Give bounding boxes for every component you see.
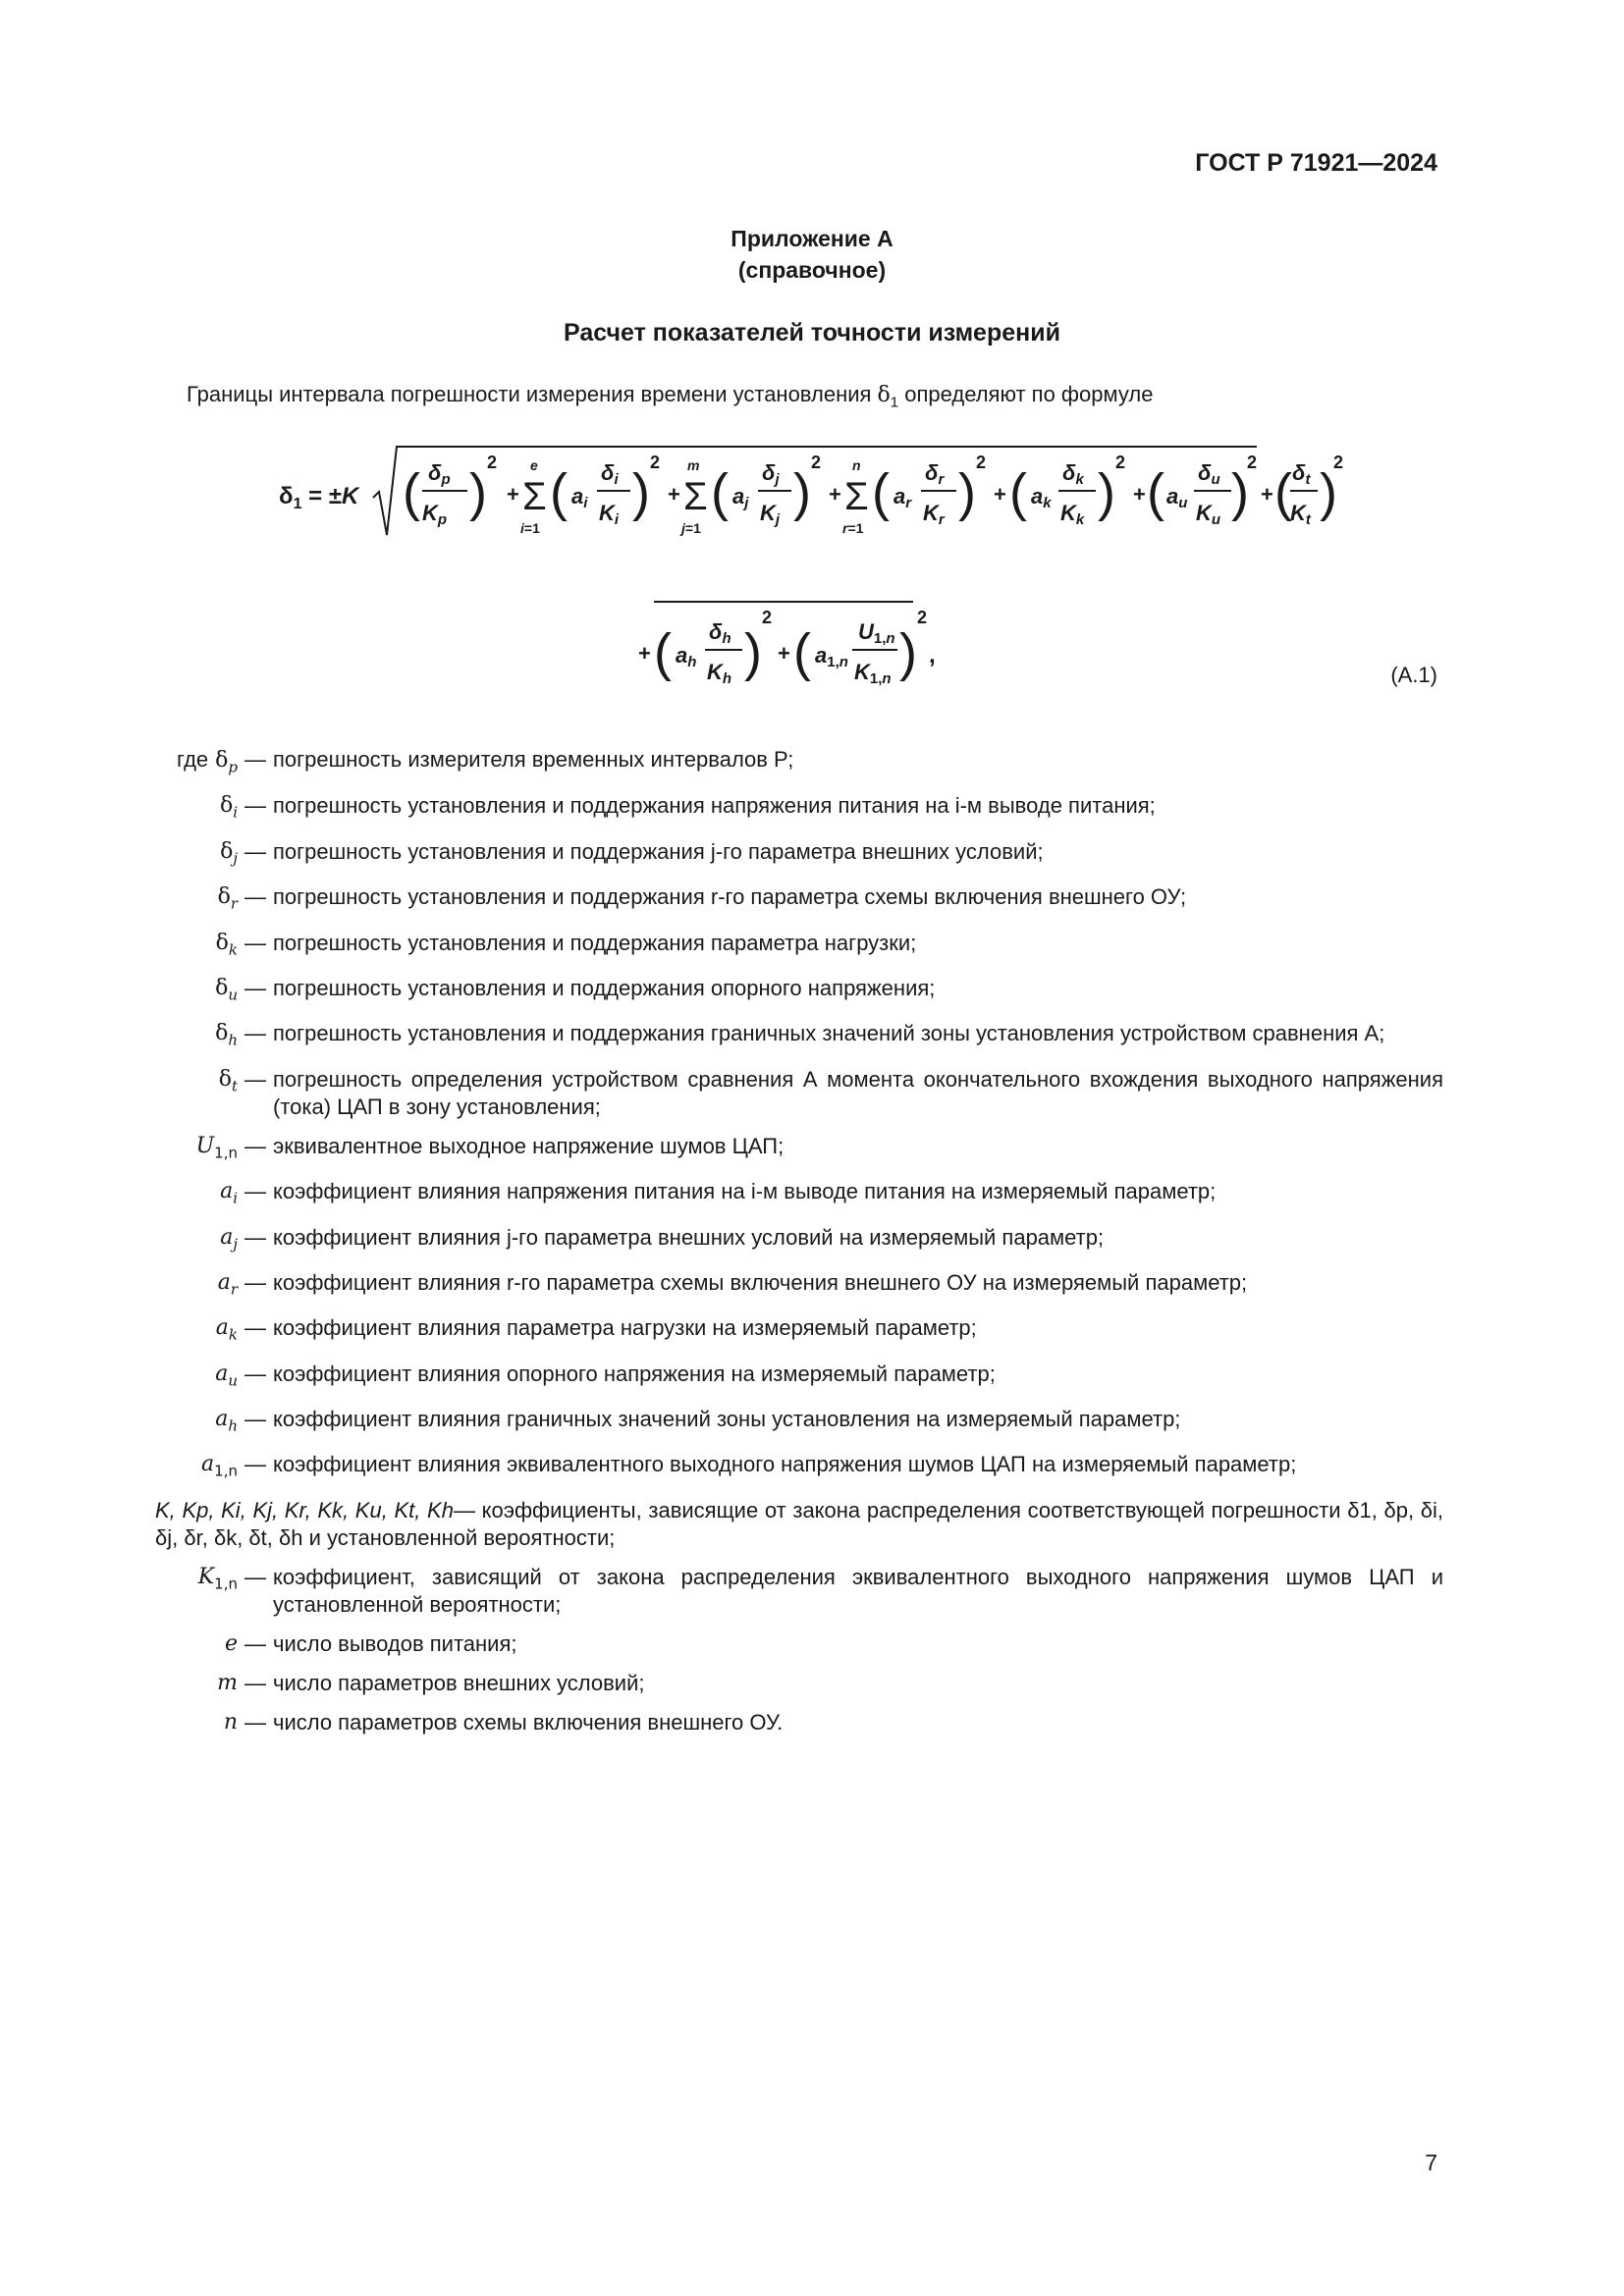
svg-text:Σ: Σ xyxy=(522,475,547,518)
svg-text:2: 2 xyxy=(917,608,928,627)
def-text: погрешность установления и поддержания r-го параметра схемы включения внешнего ОУ; xyxy=(273,884,1187,910)
svg-text:2: 2 xyxy=(1115,453,1126,472)
definition-item: e — число выводов питания; xyxy=(108,1630,1443,1658)
page-number: 7 xyxy=(1425,2150,1437,2175)
svg-text:): ) xyxy=(793,463,811,522)
def-symbol: K xyxy=(197,1564,215,1589)
svg-text:+: + xyxy=(778,641,790,666)
svg-text:2: 2 xyxy=(976,453,987,472)
definition-item: n — число параметров схемы включения внешнего ОУ. xyxy=(108,1709,1443,1736)
definition-item: $U_{1,n}$ — эквивалентное выходное напряжение шумов ЦАП; xyxy=(108,1133,1443,1166)
svg-text:+: + xyxy=(829,482,841,507)
def-text: коэффициент влияния j-го параметра внешних условий на измеряемый параметр; xyxy=(273,1224,1105,1250)
section-title: Расчет показателей точности измерений xyxy=(564,319,1060,347)
svg-text:(: ( xyxy=(550,463,568,522)
def-symbol: δ xyxy=(215,930,229,955)
intro-paragraph xyxy=(187,382,1153,410)
def-symbol: m xyxy=(217,1670,238,1695)
svg-text:): ) xyxy=(1231,463,1249,522)
svg-text:+: + xyxy=(507,482,519,507)
def-symbol: δ xyxy=(220,838,234,864)
svg-text:+: + xyxy=(668,482,680,507)
def-text: погрешность установления и поддержания граничных значений зоны установления устройством сравнения А; xyxy=(273,1021,1385,1046)
def-subscript: u xyxy=(228,986,238,1004)
svg-text:2: 2 xyxy=(487,453,498,472)
definitions-list xyxy=(108,746,1443,1748)
svg-text:2: 2 xyxy=(1247,453,1258,472)
svg-text:+: + xyxy=(1261,482,1273,507)
def-text: эквивалентное выходное напряжение шумов ЦАП; xyxy=(273,1133,785,1158)
svg-text:(: ( xyxy=(403,463,420,522)
def-subscript: 1,n xyxy=(214,1144,238,1162)
svg-text:): ) xyxy=(1320,463,1337,522)
svg-text:+: + xyxy=(638,641,651,666)
def-text: погрешность определения устройством сравнения А момента окончательного вхождения выходного напряжения (тока) ЦАП в зону установления; xyxy=(273,1066,1443,1119)
svg-text:Ki: Ki xyxy=(599,501,620,528)
def-symbol: n xyxy=(223,1709,238,1735)
k-list-text: — коэффициенты, зависящие от закона распределения соответствующей погрешности δ1, δp, δi, δj, δr, δk, δt, δh и установленной вероятности; xyxy=(155,1497,1443,1550)
definition-item: $a_k$ — коэффициент влияния параметра нагрузки на измеряемый параметр; xyxy=(108,1314,1443,1348)
intro-text-after: определяют по формуле xyxy=(898,382,1154,406)
definition-item: m — число параметров внешних условий; xyxy=(108,1670,1443,1697)
formula-a1 xyxy=(265,427,1345,702)
svg-text:+: + xyxy=(1133,482,1146,507)
def-text: коэффициент влияния параметра нагрузки на измеряемый параметр; xyxy=(273,1315,977,1341)
def-text: коэффициент влияния r-го параметра схемы включения внешнего ОУ на измеряемый параметр; xyxy=(273,1269,1248,1295)
svg-text:U1,n: U1,n xyxy=(858,619,895,647)
definition-item: $K_{1,n}$ — коэффициент, зависящий от закона распределения эквивалентного выходного напряжения шумов ЦАП и установленной вероятности; xyxy=(197,1564,1443,1617)
def-subscript: t xyxy=(231,1077,238,1095)
svg-text:δ1 = ±K: $\delta_1 = \pm K$ xyxy=(279,483,359,512)
definition-item: $a_i$ — коэффициент влияния напряжения питания на i-м выводе питания на измеряемый параметр; xyxy=(108,1178,1443,1211)
def-text: число параметров внешних условий; xyxy=(273,1670,645,1695)
intro-symbol-sub: 1 xyxy=(890,394,899,411)
def-subscript: i xyxy=(233,1189,238,1207)
svg-text:δk: δk xyxy=(1062,460,1084,488)
svg-text:i=1: i=1 xyxy=(520,520,540,536)
svg-text:): ) xyxy=(469,463,487,522)
def-text: число параметров схемы включения внешнего ОУ. xyxy=(273,1709,784,1735)
def-subscript: r xyxy=(230,894,238,913)
def-text: число выводов питания; xyxy=(273,1630,517,1656)
def-text: погрешность установления и поддержания напряжения питания на i-м выводе питания; xyxy=(273,793,1156,819)
svg-text:Σ: Σ xyxy=(683,475,708,518)
definition-item: $a_j$ — коэффициент влияния j-го параметра внешних условий на измеряемый параметр; xyxy=(108,1224,1443,1257)
k-list-paragraph xyxy=(155,1497,1443,1552)
svg-text:(: ( xyxy=(654,623,672,682)
def-text: коэффициент влияния опорного напряжения на измеряемый параметр; xyxy=(273,1361,996,1386)
svg-text:Ku: Ku xyxy=(1196,501,1221,528)
svg-text:Kr: Kr xyxy=(923,501,945,528)
def-subscript: k xyxy=(228,1325,238,1344)
def-subscript: j xyxy=(233,1234,238,1253)
def-text: погрешность измерителя временных интервалов Р; xyxy=(273,747,794,772)
def-symbol: a xyxy=(215,1315,229,1341)
def-symbol: a xyxy=(215,1361,229,1386)
def-symbol: δ xyxy=(215,1021,229,1046)
svg-text:K1,n: K1,n xyxy=(854,660,892,687)
def-text: погрешность установления и поддержания опорного напряжения; xyxy=(273,975,936,1000)
svg-text:δr: δr xyxy=(925,460,945,488)
svg-text:): ) xyxy=(958,463,976,522)
svg-text:e: e xyxy=(530,457,538,473)
definition-item: $a_r$ — коэффициент влияния r-го параметра схемы включения внешнего ОУ на измеряемый параметр; xyxy=(108,1269,1443,1303)
svg-text:δp: δp xyxy=(428,460,451,488)
def-text: коэффициент влияния граничных значений зоны установления на измеряемый параметр; xyxy=(273,1407,1181,1432)
def-text: погрешность установления и поддержания параметра нагрузки; xyxy=(273,930,917,955)
svg-text:au: au xyxy=(1166,484,1188,511)
k-list-terms: K, Kp, Ki, Kj, Kr, Kk, Ku, Kt, Kh xyxy=(155,1497,454,1522)
def-symbol: a xyxy=(201,1452,215,1477)
svg-text:ak: ak xyxy=(1031,484,1052,511)
svg-text:Kt: Kt xyxy=(1290,501,1311,528)
def-symbol: a xyxy=(220,1224,234,1250)
def-symbol: δ xyxy=(217,884,231,910)
def-subscript: h xyxy=(228,1031,238,1049)
intro-symbol: δ xyxy=(877,383,891,407)
svg-text:δt: δt xyxy=(1292,460,1311,488)
equation-number: (A.1) xyxy=(1390,663,1437,687)
intro-text-before: Границы интервала погрешности измерения времени установления xyxy=(187,382,878,406)
def-subscript: 1,n xyxy=(214,1575,238,1593)
svg-text:(: ( xyxy=(1274,463,1292,522)
annex-title: Приложение А xyxy=(731,226,893,251)
svg-text:(: ( xyxy=(872,463,890,522)
svg-text:n: n xyxy=(852,457,861,473)
def-subscript: 1,n xyxy=(214,1462,238,1480)
def-text: коэффициент влияния эквивалентного выходного напряжения шумов ЦАП на измеряемый параметр; xyxy=(273,1452,1297,1477)
definition-item-k-list xyxy=(108,1497,1443,1552)
svg-text:+: + xyxy=(994,482,1006,507)
svg-text:δh: δh xyxy=(709,619,731,647)
definition-item: $\delta_u$ — погрешность установления и поддержания опорного напряжения; xyxy=(108,975,1443,1008)
definition-item: $\delta_r$ — погрешность установления и поддержания r-го параметра схемы включения внешнего ОУ; xyxy=(108,883,1443,917)
svg-text:r=1: r=1 xyxy=(842,520,864,536)
def-text: погрешность установления и поддержания j-го параметра внешних условий; xyxy=(273,838,1044,864)
def-subscript: u xyxy=(228,1371,238,1390)
svg-text:): ) xyxy=(744,623,762,682)
def-symbol: a xyxy=(220,1179,234,1204)
formula-graphic xyxy=(265,427,1345,702)
svg-text:): ) xyxy=(899,623,917,682)
definition-item: $a_u$ — коэффициент влияния опорного напряжения на измеряемый параметр; xyxy=(108,1361,1443,1394)
definition-item: где $\delta_p$ — погрешность измерителя временных интервалов Р; xyxy=(108,746,1443,780)
svg-text:Σ: Σ xyxy=(844,475,869,518)
svg-text:2: 2 xyxy=(1333,453,1344,472)
def-symbol: δ xyxy=(218,1066,232,1092)
svg-text:(: ( xyxy=(793,623,811,682)
svg-text:Kh: Kh xyxy=(707,660,732,687)
def-text: коэффициент влияния напряжения питания на i-м выводе питания на измеряемый параметр; xyxy=(273,1179,1217,1204)
svg-text:): ) xyxy=(632,463,650,522)
svg-text:Kk: Kk xyxy=(1060,501,1085,528)
def-subscript: j xyxy=(233,849,238,868)
svg-text:): ) xyxy=(1098,463,1115,522)
def-symbol: δ xyxy=(219,793,234,819)
svg-text:,: , xyxy=(929,642,936,668)
svg-text:2: 2 xyxy=(762,608,773,627)
svg-text:δu: δu xyxy=(1198,460,1220,488)
def-symbol: a xyxy=(215,1407,229,1432)
definition-item: $\delta_i$ — погрешность установления и поддержания напряжения питания на i-м выводе питания; xyxy=(108,792,1443,826)
svg-text:Kj: Kj xyxy=(760,501,781,528)
annex-subtitle: (справочное) xyxy=(737,257,887,283)
def-symbol: δ xyxy=(215,975,229,1000)
svg-text:a1,n: a1,n xyxy=(815,643,848,670)
def-symbol: δ xyxy=(215,748,229,773)
definition-item: $\delta_j$ — погрешность установления и поддержания j-го параметра внешних условий; xyxy=(108,838,1443,872)
def-subscript: k xyxy=(228,939,238,958)
svg-text:ar: ar xyxy=(893,484,912,511)
def-symbol: U xyxy=(195,1133,215,1158)
svg-text:δj: δj xyxy=(762,460,780,488)
def-subscript: r xyxy=(230,1280,238,1299)
def-symbol: a xyxy=(217,1269,231,1295)
svg-text:aj: aj xyxy=(732,484,749,511)
def-symbol: e xyxy=(224,1630,238,1656)
svg-text:(: ( xyxy=(1009,463,1027,522)
svg-text:j=1: j=1 xyxy=(681,520,701,536)
def-subscript: i xyxy=(233,803,238,822)
definition-item: $\delta_h$ — погрешность установления и поддержания граничных значений зоны установления устройством сравнения А; xyxy=(108,1020,1443,1053)
svg-text:ah: ah xyxy=(676,643,697,670)
svg-text:(: ( xyxy=(1147,463,1164,522)
definition-item: $a_{1,n}$ — коэффициент влияния эквивалентного выходного напряжения шумов ЦАП на измеряемый параметр; xyxy=(108,1451,1443,1484)
svg-text:2: 2 xyxy=(650,453,661,472)
svg-text:Kp: Kp xyxy=(422,501,448,528)
def-subscript: h xyxy=(228,1416,238,1435)
svg-text:(: ( xyxy=(711,463,729,522)
document-code: ГОСТ Р 71921—2024 xyxy=(1195,149,1437,177)
definition-item: $\delta_k$ — погрешность установления и поддержания параметра нагрузки; xyxy=(108,930,1443,963)
svg-text:δi: δi xyxy=(601,460,619,488)
def-text: коэффициент, зависящий от закона распределения эквивалентного выходного напряжения шумов ЦАП и установленной вероятности; xyxy=(273,1564,1443,1617)
svg-text:m: m xyxy=(687,457,700,473)
svg-text:2: 2 xyxy=(811,453,822,472)
where-label: где xyxy=(177,747,209,772)
def-subscript: p xyxy=(228,758,238,776)
svg-text:ai: ai xyxy=(571,484,588,511)
definition-item: $\delta_t$ — погрешность определения устройством сравнения А момента окончательного вхождения выходного напряжения (тока) ЦАП в зону установления; xyxy=(218,1066,1443,1119)
definition-item: $a_h$ — коэффициент влияния граничных значений зоны установления на измеряемый параметр; xyxy=(108,1406,1443,1439)
